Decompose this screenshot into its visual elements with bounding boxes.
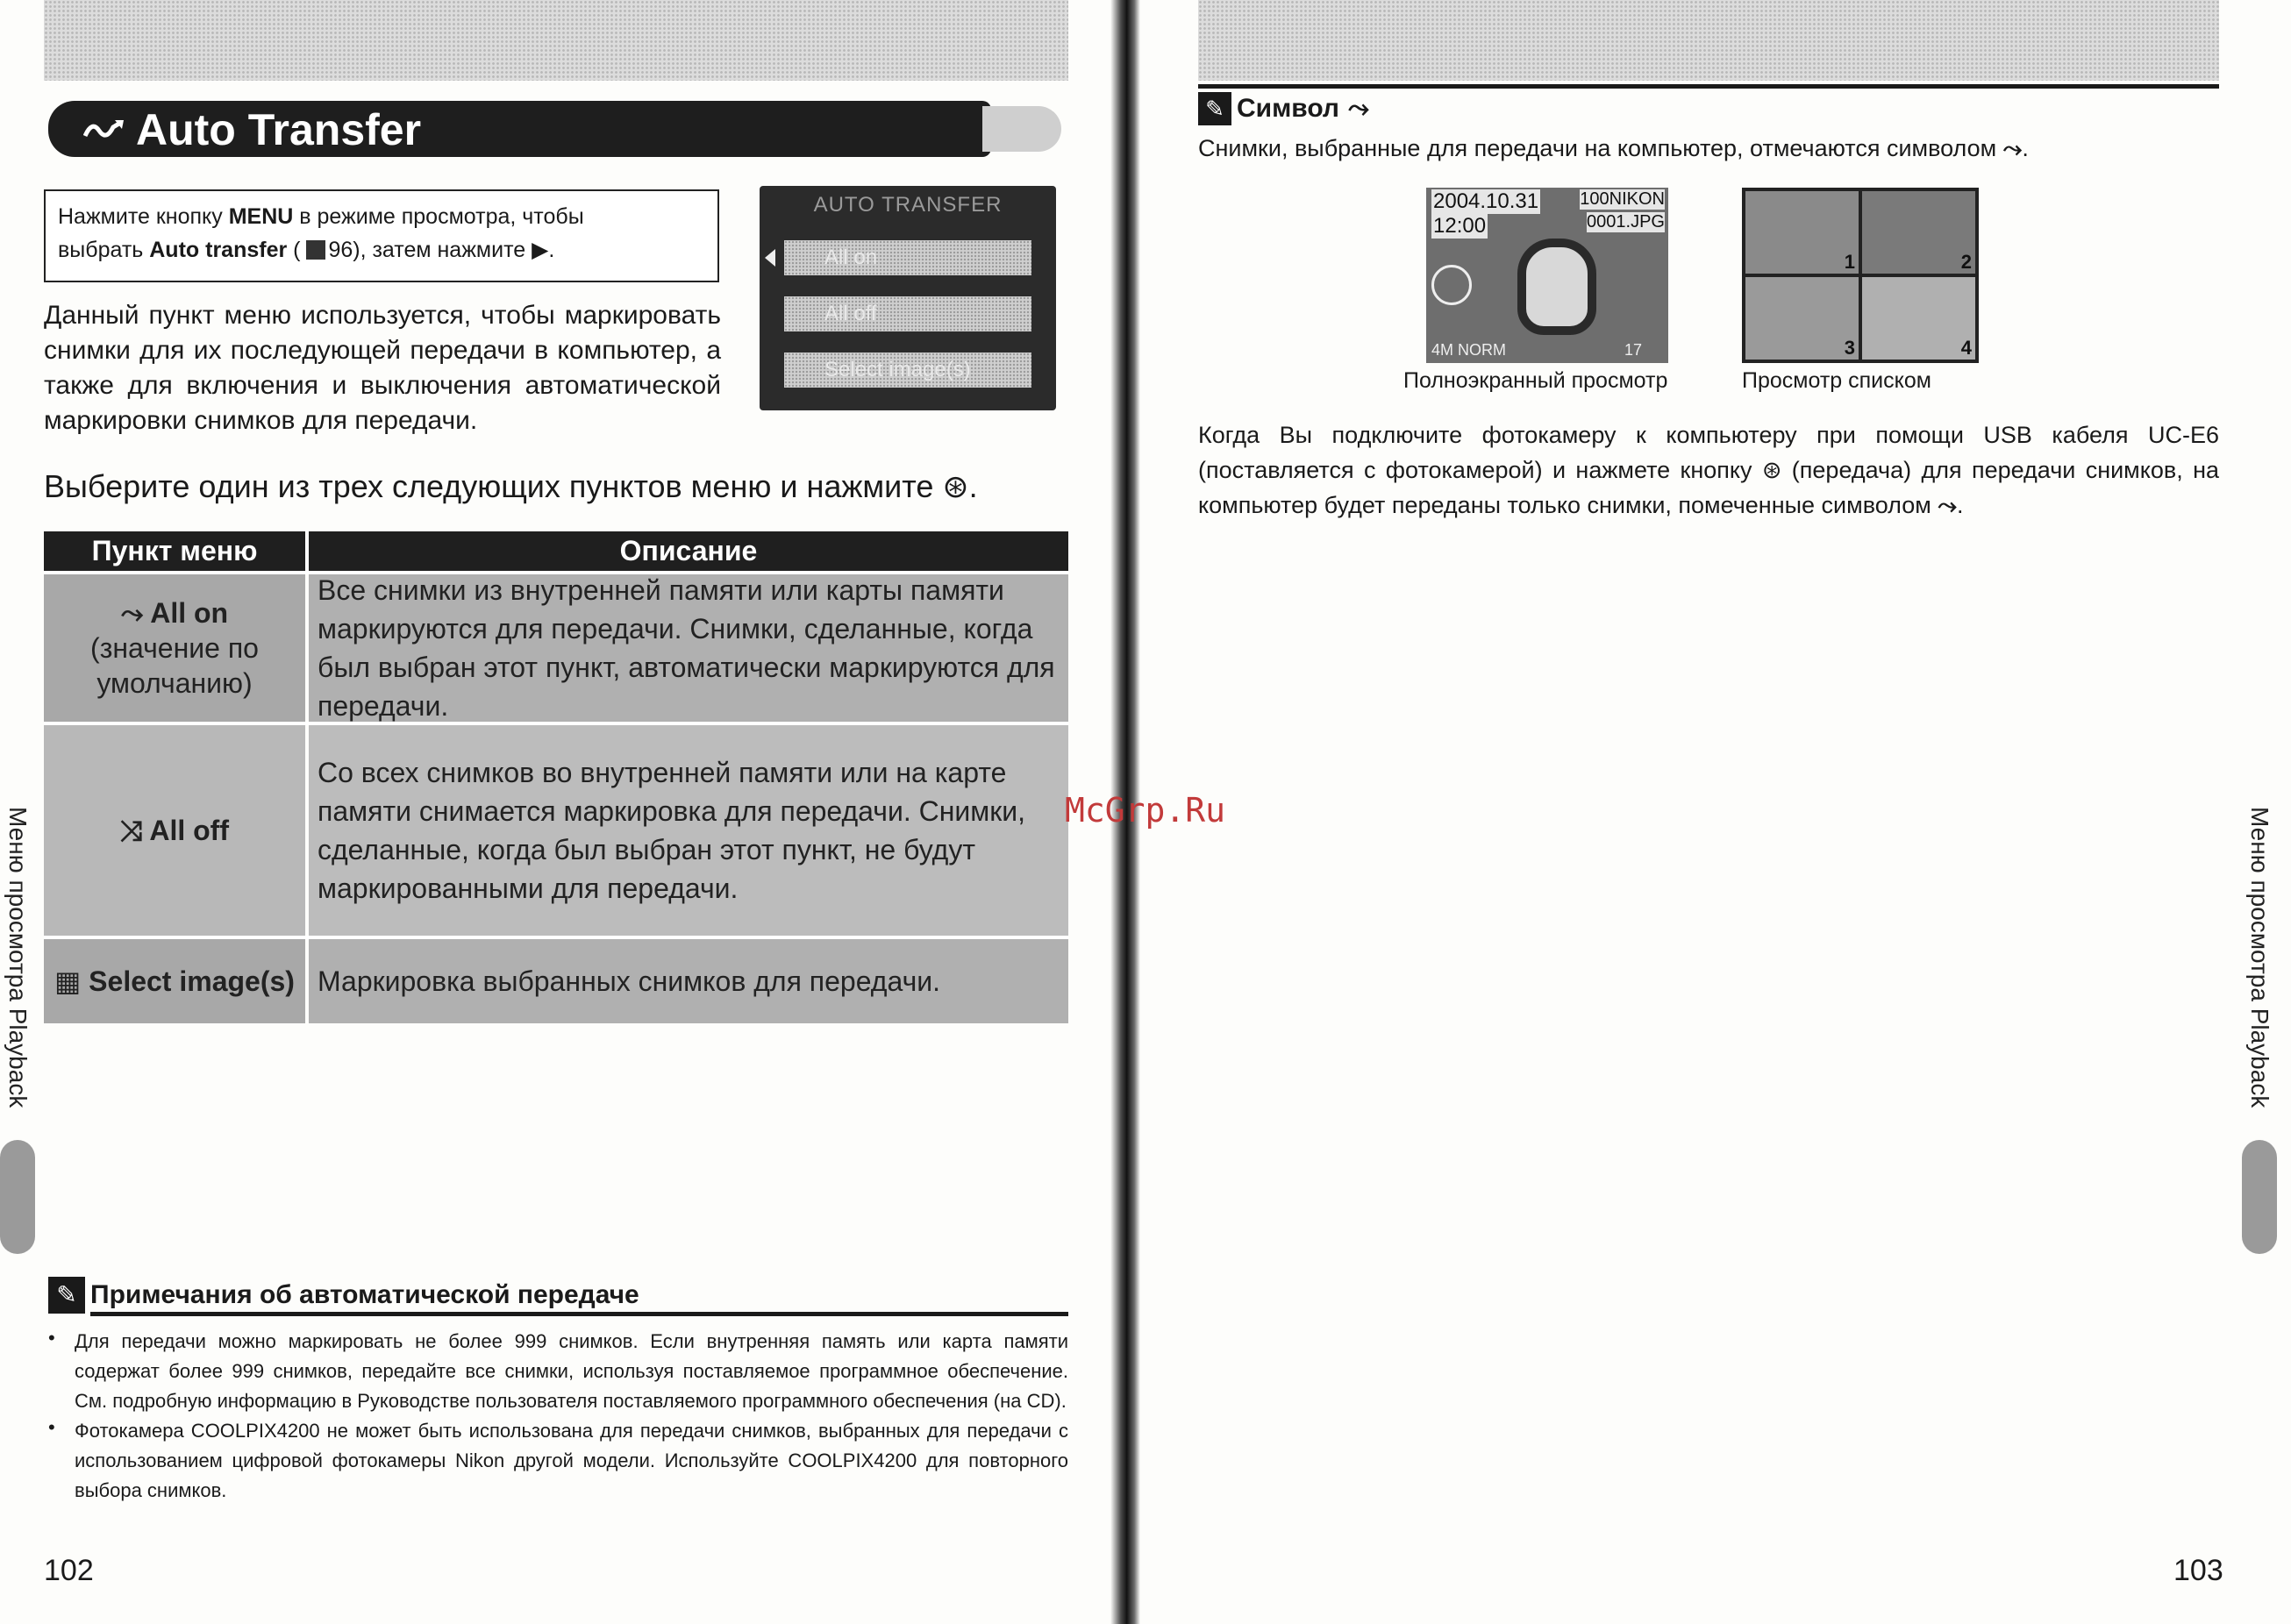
caption-fullscreen: Полноэкранный просмотр [1403, 368, 1668, 393]
fullscreen-preview-image [1426, 188, 1668, 363]
preview-quality: 4M NORM [1431, 341, 1506, 359]
portrait-face [1517, 239, 1596, 335]
thumbnail: 3 [1745, 277, 1859, 360]
row-item-cell: ⤨ All off [44, 725, 305, 936]
header-description: Описание [619, 535, 758, 566]
caption-thumbnails: Просмотр списком [1742, 368, 1931, 393]
intro-paragraph: Данный пункт меню используется, чтобы маркировать снимки для их последующей передачи в компьютер, а также для включения и выключения автоматической маркировки снимков для передачи. [44, 301, 721, 435]
page-title: Auto Transfer [136, 105, 422, 154]
page-number-left: 102 [44, 1554, 94, 1587]
select-prompt: Выберите один из трех следующих пунктов меню и нажмите ⊛. [44, 468, 978, 504]
thumbnail: 4 [1862, 277, 1975, 360]
notes-divider [90, 1312, 1068, 1316]
note-item: Для передачи можно маркировать не более 999 снимков. Если внутренняя память или карта памяти содержат более 999 снимков, передайте все снимки, используя поставляемое программное обеспечение. См. подробную информацию в Руководстве пользователя поставляемого программного обеспечения (на CD). [75, 1330, 1068, 1412]
side-tab-right [2242, 1140, 2277, 1254]
row-item-cell: ⤳ All on (значение по умолчанию) [44, 574, 305, 722]
transfer-mark-icon: ⤳ [1938, 492, 1957, 518]
symbol-header [1198, 84, 2219, 125]
menu-item-all-off: All off [784, 296, 1031, 331]
table-row [44, 936, 1068, 1023]
row-description: Все снимки из внутренней памяти или карты памяти маркируются для передачи. Снимки, сделанные, когда был выбран этот пункт, автоматически маркируются для передачи. [309, 574, 1068, 722]
symbol-divider [1198, 84, 2219, 89]
bullet: • [48, 1416, 55, 1438]
instruction-box: Нажмите кнопку MENU в режиме просмотра, чтобы выбрать Auto transfer ( 96), затем нажмите ▶. [44, 189, 719, 282]
usb-paragraph: Когда Вы подключите фотокамеру к компьютеру при помощи USB кабеля UC-E6 (поставляется с фотокамерой) и нажмете кнопку ⊛ (передача) для передачи снимков, на компьютер будет переданы только снимки, помеченные символом ⤳. [1198, 422, 2219, 518]
symbol-title: Символ [1237, 94, 1339, 123]
transfer-mark-icon: ⤳ [1347, 94, 1369, 123]
pencil-note-icon: ✎ [1198, 92, 1231, 125]
side-tab-left [0, 1140, 35, 1254]
note-item: Фотокамера COOLPIX4200 не может быть использована для передачи снимков, выбранных для передачи с использованием цифровой фотокамеры Nikon другой модели. Используйте COOLPIX4200 для повторного выбора снимков. [75, 1420, 1068, 1501]
preview-folder: 100NIKON [1580, 189, 1665, 209]
bullet: • [48, 1327, 55, 1349]
preview-date: 2004.10.31 [1433, 189, 1539, 213]
table-row [44, 571, 1068, 722]
table-row [44, 722, 1068, 936]
all-off-icon: ⤨ [120, 815, 150, 846]
transfer-circle-icon [1431, 265, 1472, 305]
table-header [44, 531, 1068, 571]
menu-left-arrow-icon [765, 249, 775, 267]
thumbnail-grid [1742, 188, 1979, 363]
side-label-left: Меню просмотра Playback [4, 807, 32, 1108]
top-decorative-band-right [1198, 0, 2219, 81]
pencil-note-icon: ✎ [48, 1277, 85, 1314]
symbol-text: Снимки, выбранные для передачи на компьютер, отмечаются символом ⤳. [1198, 135, 2029, 161]
auto-transfer-icon [83, 117, 127, 143]
menu-options-table [44, 531, 1068, 1023]
notes-section [48, 1277, 1068, 1506]
row-description: Маркировка выбранных снимков для передачи. [309, 939, 1068, 1023]
page-ref-icon [306, 240, 325, 260]
preview-time: 12:00 [1433, 214, 1487, 238]
transfer-mark-icon: ⤳ [2002, 135, 2023, 161]
page-number-right: 103 [2173, 1554, 2223, 1587]
all-on-icon: ⤳ [120, 597, 151, 629]
select-images-icon: ▦ [54, 965, 89, 997]
menu-header: AUTO TRANSFER [813, 193, 1003, 217]
watermark: McGrp.Ru [1065, 791, 1226, 830]
row-item-cell: ▦ Select image(s) [44, 939, 305, 1023]
thumbnail: 2 [1862, 191, 1975, 274]
menu-item-select-images: Select image(s) [784, 353, 1031, 388]
menu-item-all-on: All on [784, 240, 1031, 275]
preview-count: 17 [1624, 341, 1642, 359]
row-description: Со всех снимков во внутренней памяти или на карте памяти снимается маркировка для передачи. Снимки, сделанные, когда был выбран этот пункт, не будут маркированными для передачи. [309, 725, 1068, 936]
camera-menu-screenshot [760, 186, 1056, 410]
page-title-bar [48, 101, 991, 157]
top-decorative-band-left [44, 0, 1068, 81]
header-menu-item: Пункт меню [44, 531, 309, 571]
side-label-right: Меню просмотра Playback [2246, 807, 2273, 1108]
preview-file: 0001.JPG [1587, 212, 1665, 231]
thumbnail: 1 [1745, 191, 1859, 274]
notes-title: Примечания об автоматической передаче [90, 1280, 639, 1309]
